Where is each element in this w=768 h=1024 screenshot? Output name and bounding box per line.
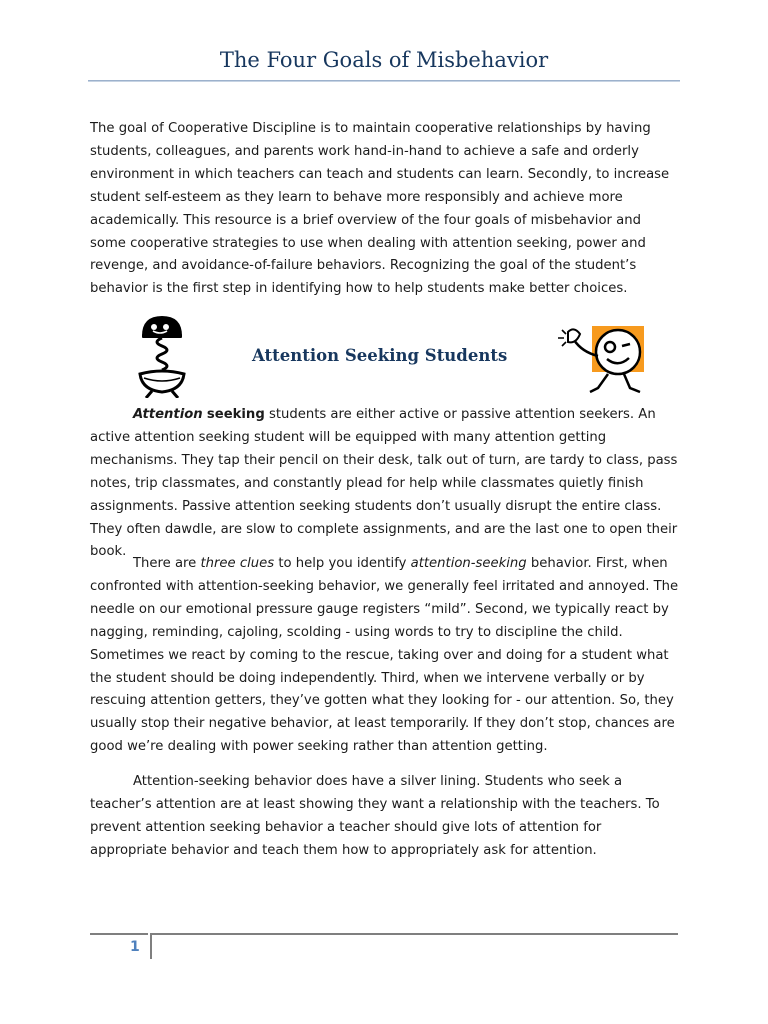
paragraph-text: students are either active or passive attention seekers. An active attention seeking student will be equipped with many attention getting mechanisms. They tap their pencil on their desk, talk out of turn, are tardy to class, pass notes, trip classmates, and constantly plead for help while classmates quietly finish assignments. Passive attention seeking students don’t usually disrupt the entire class. They often dawdle, are slow to complete assignments, and are the last one to open their book. <box>90 407 678 560</box>
silver-lining-paragraph: Attention-seeking behavior does have a silver lining. Students who seek a teacher’s attention are at least showing they want a relationship with the teachers. To prevent attention seeking behavior a teacher should give lots of attention for appropriate behavior and teach them how to appropriately ask for attention. <box>90 774 660 858</box>
emphasis-seeking: seeking <box>206 407 265 422</box>
emphasis-three-clues: three clues <box>200 556 275 571</box>
footer-rule <box>152 933 678 935</box>
emphasis-attention-seeking: attention-seeking <box>410 556 527 571</box>
paragraph-text: to help you identify <box>274 556 411 571</box>
page-title: The Four Goals of Misbehavior <box>219 48 549 72</box>
emphasis-attention: Attention <box>133 407 203 422</box>
three-clues-paragraph <box>90 553 680 759</box>
paragraph-text: behavior. First, when confronted with attention-seeking behavior, we generally feel irritated and annoyed. The needle on our emotional pressure gauge registers “mild”. Second, we typically react by nagging, reminding, cajoling, scolding - using words to try to discipline the child. Sometimes we react by coming to the rescue, taking over and doing for a student what the student should be doing independently. Third, when we intervene verbally or by rescuing attention getters, they’ve gotten what they looking for - our attention. So, they usually stop their negative behavior, at least temporarily. If they don’t stop, chances are good we’re dealing with power seeking rather than attention getting. <box>90 556 679 755</box>
section-heading: Attention Seeking Students <box>252 346 508 365</box>
footer-separator <box>150 933 152 959</box>
attention-seeking-paragraph <box>90 404 680 564</box>
intro-paragraph: The goal of Cooperative Discipline is to maintain cooperative relationships by having students, colleagues, and parents work hand-in-hand to achieve a safe and orderly environment in which teachers can teach and students can learn. Secondly, to increase student self-esteem as they learn to behave more responsibly and achieve more academically. This resource is a brief overview of the four goals of misbehavior and some cooperative strategies to use when dealing with attention seeking, power and revenge, and avoidance-of-failure behaviors. Recognizing the goal of the student’s behavior is the first step in identifying how to help students make better choices. <box>90 121 670 297</box>
spring-figure-icon <box>136 312 188 398</box>
footer-rule <box>90 933 148 935</box>
title-divider <box>88 80 680 82</box>
waving-smiley-icon <box>552 322 648 398</box>
paragraph-text: There are <box>133 556 201 571</box>
page-number: 1 <box>130 939 140 955</box>
